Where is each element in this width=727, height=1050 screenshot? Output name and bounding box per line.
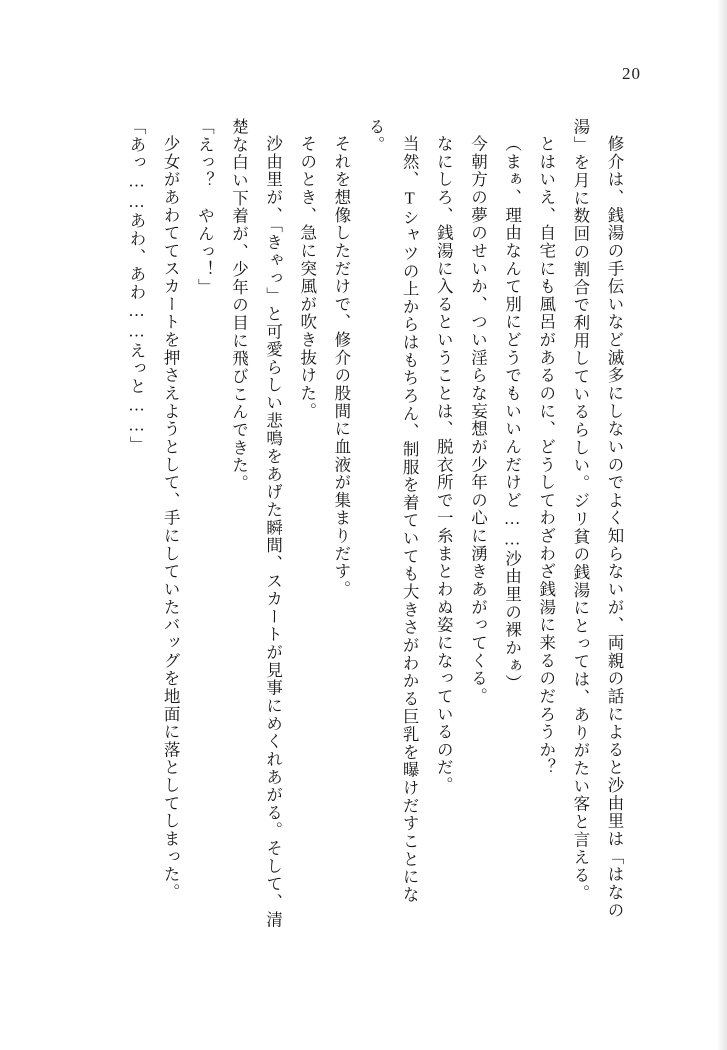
page-edge-shading bbox=[717, 0, 727, 1050]
paragraph: なにしろ、銭湯に入るということは、脱衣所で一糸まとわぬ姿になっているのだ。 bbox=[434, 134, 454, 794]
paragraph: そのとき、急に突風が吹き抜けた。 bbox=[297, 134, 317, 420]
paragraph: 少女があわててスカートを押さえようとして、手にしていたバッグを地面に落としてしまった。 bbox=[161, 134, 181, 901]
paragraph: 修介は、銭湯の手伝いなど滅多にしないのでよく知らないが、両親の話によると沙由里は「はなの湯」を月に数回の割合で利用しているらしい。ジリ貧の銭湯にとっては、ありがたい客と言える。 bbox=[570, 118, 624, 919]
paragraph: 沙由里が、「きゃっ」と可愛らしい悲鳴をあげた瞬間、スカートが見事にめくれあがる。そして、清楚な白い下着が、少年の目に飛びこんできた。 bbox=[229, 118, 283, 929]
body-text-vertical bbox=[96, 118, 631, 938]
paragraph-dialogue: 「あっ……あわ、あわ……えっと……」 bbox=[127, 118, 147, 454]
paragraph: （まぁ、理由なんて別にどうでもいいんだけど……沙由里の裸かぁ） bbox=[502, 134, 522, 692]
paragraph-dialogue: 「えっ？ やんっ！」 bbox=[195, 118, 215, 297]
paragraph: 今朝方の夢のせいか、つい淫らな妄想が少年の心に湧きあがってくる。 bbox=[468, 134, 488, 705]
paragraph: とはいえ、自宅にも風呂があるのに、どうしてわざわざ銭湯に来るのだろうか？ bbox=[536, 134, 556, 777]
page-number: 20 bbox=[622, 64, 641, 83]
paragraph: 当然、Tシャツの上からはもちろん、制服を着ていても大きさがわかる巨乳を曝けだすことになる。 bbox=[366, 118, 420, 904]
paragraph: それを想像しただけで、修介の股間に血液が集まりだす。 bbox=[331, 134, 351, 598]
